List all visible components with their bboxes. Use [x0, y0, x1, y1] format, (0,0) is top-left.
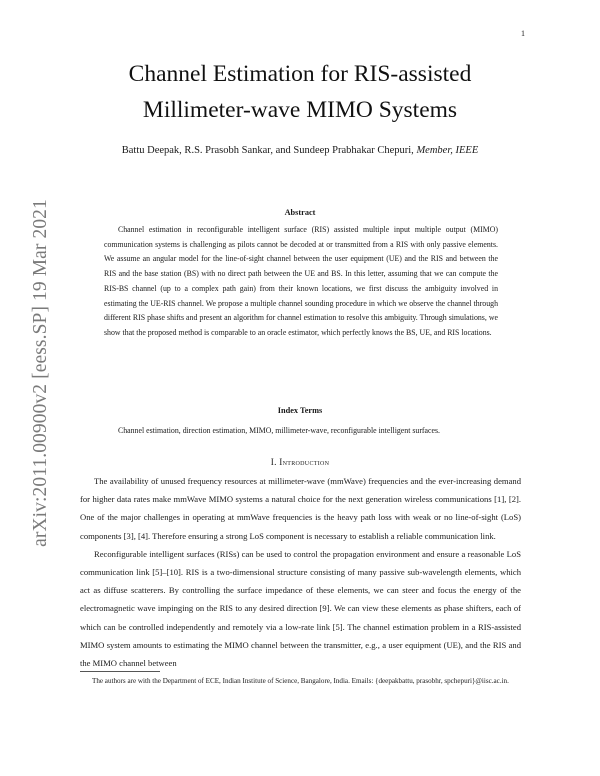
introduction-text — [80, 472, 521, 672]
paper-title — [80, 56, 520, 128]
page-number: 1 — [521, 29, 525, 38]
abstract-body: Channel estimation in reconfigurable intelligent surface (RIS) assisted multiple input multiple output (MIMO) communication systems is challenging as pilots cannot be decoded at or transmitted from a RIS with only passive elements. We assume an angular model for the line-of-sight channel between the user equipment (UE) and the RIS and between the RIS and the base station (BS) with no direct path between the UE and BS. In this letter, assuming that we can compute the RIS-BS channel (up to a complex path gain) from their known locations, we first discuss the ambiguity involved in estimating the UE-RIS channel. We propose a multiple channel sounding procedure in which we observe the channel through different RIS phase shifts and present an algorithm for channel estimation to resolve this ambiguity. Through simulations, we show that the proposed method is comparable to an oracle estimator, which perfectly knows the BS, UE, and RIS locations. — [104, 225, 498, 337]
author-affiliation-tag: Member, IEEE — [416, 145, 479, 156]
intro-paragraph-2: Reconfigurable intelligent surfaces (RISs) can be used to control the propagation environment and ensure a reasonable LoS communication link [5]–[10]. RIS is a two-dimensional structure consisting of many passive sub-wavelength elements, which act as diffuse scatterers. By controlling the surface impedance of these elements, we can steer and focus the energy of the electromagnetic wave impinging on the RIS to any desired direction [9]. We can view these elements as phase shifters, each of which can be controlled independently and remotely via a low-rate link [5]. The channel estimation problem in a RIS-assisted MIMO system amounts to estimating the MIMO channel between the transmitter, e.g., a user equipment (UE), and the RIS and the MIMO channel between — [80, 548, 521, 669]
arxiv-identifier: arXiv:2011.00900v2 [eess.SP] 19 Mar 2021 — [30, 199, 51, 547]
abstract-heading: Abstract — [284, 208, 316, 217]
section-number: I. — [270, 457, 277, 467]
arxiv-stamp — [31, 188, 51, 558]
author-names: Battu Deepak, R.S. Prasobh Sankar, and Sundeep Prabhakar Chepuri, — [121, 145, 414, 156]
index-terms-body: Channel estimation, direction estimation, MIMO, millimeter-wave, reconfigurable intelligent surfaces. — [118, 426, 440, 435]
author-footnote: The authors are with the Department of ECE, Indian Institute of Science, Bangalore, India. Emails: {deepakbattu, prasobhr, spchepuri}@iisc.ac.in. — [92, 677, 509, 685]
author-list — [80, 144, 520, 158]
footnote-rule — [80, 671, 160, 672]
intro-paragraph-1: The availability of unused frequency resources at millimeter-wave (mmWave) frequencies and the ever-increasing demand for higher data rates make mmWave MIMO systems a natural choice for the next generation wireless communications [1], [2]. One of the major challenges in operating at mmWave frequencies is the heavy path loss with weak or no line-of-sight (LoS) components [3], [4]. Therefore ensuring a strong LoS component is necessary to establish a reliable communication link. — [80, 476, 521, 541]
title-line-2: Millimeter-wave MIMO Systems — [142, 97, 458, 123]
index-terms-heading: Index Terms — [277, 406, 323, 415]
section-heading — [80, 457, 520, 467]
title-line-1: Channel Estimation for RIS-assisted — [128, 61, 472, 87]
section-title: Introduction — [279, 457, 330, 467]
